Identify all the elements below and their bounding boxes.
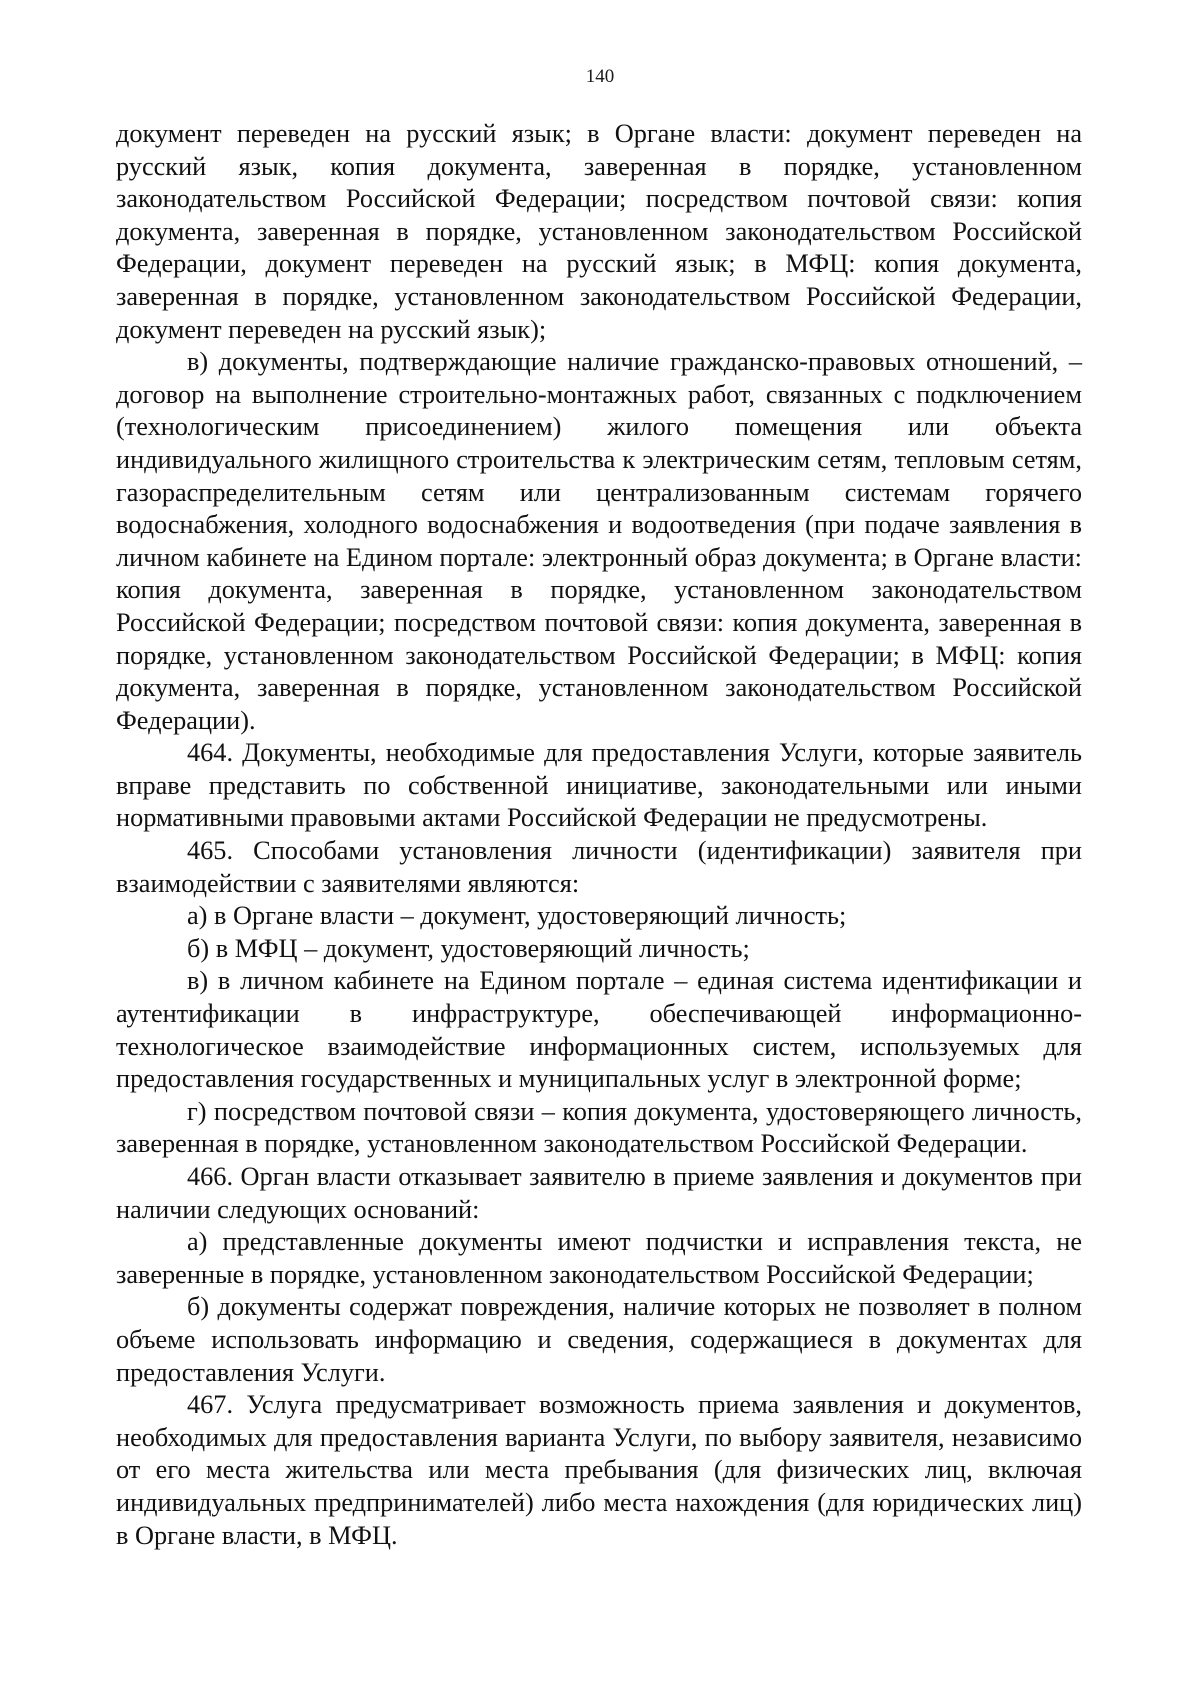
paragraph-466: 466. Орган власти отказывает заявителю в приеме заявления и документов при наличии следующих оснований: — [116, 1162, 1082, 1224]
paragraph-item-v-civil-contracts: в) документы, подтверждающие наличие гражданско-правовых отношений, – договор на выполнение строительно-монтажных работ, связанных с подключением (технологическим присоединением) жилого помещения или объекта индивидуального жилищного строительства к электрическим сетям, тепловым сетям, газораспределительным сетям или централизованным системам горячего водоснабжения, холодного водоснабжения и водоотведения (при подаче заявления в личном кабинете на Едином портале: электронный образ документа; в Органе власти: копия документа, заверенная в порядке, установленном законодательством Российской Федерации; посредством почтовой связи: копия документа, заверенная в порядке, установленном законодательством Российской Федерации; в МФЦ: копия документа, заверенная в порядке, установленном законодательством Российской Федерации). — [116, 347, 1082, 735]
paragraph-continuation: документ переведен на русский язык; в Органе власти: документ переведен на русский язык, копия документа, заверенная в порядке, установленном законодательством Российской Федерации; посредством почтовой связи: копия документа, заверенная в порядке, установленном законодательством Российской Федерации, документ переведен на русский язык; в МФЦ: копия документа, заверенная в порядке, установленном законодательством Российской Федерации, документ переведен на русский язык); — [116, 119, 1082, 344]
paragraph-465-a: а) в Органе власти – документ, удостоверяющий личность; — [187, 901, 847, 931]
page-number: 140 — [585, 66, 615, 87]
paragraph-466-a: а) представленные документы имеют подчистки и исправления текста, не заверенные в порядке, установленном законодательством Российской Федерации; — [116, 1227, 1082, 1289]
paragraph-465-v: в) в личном кабинете на Едином портале – единая система идентификации и аутентификации в инфраструктуре, обеспечивающей информационно-технологическое взаимодействие информационных систем, используемых для предоставления государственных и муниципальных услуг в электронной форме; — [116, 966, 1082, 1094]
document-body — [116, 118, 1082, 1552]
paragraph-465-b: б) в МФЦ – документ, удостоверяющий личность; — [187, 933, 750, 963]
paragraph-465: 465. Способами установления личности (идентификации) заявителя при взаимодействии с заявителями являются: — [116, 836, 1082, 898]
paragraph-466-b: б) документы содержат повреждения, наличие которых не позволяет в полном объеме использовать информацию и сведения, содержащиеся в документах для предоставления Услуги. — [116, 1292, 1082, 1387]
paragraph-465-g: г) посредством почтовой связи – копия документа, удостоверяющего личность, заверенная в порядке, установленном законодательством Российской Федерации. — [116, 1096, 1082, 1159]
paragraph-467: 467. Услуга предусматривает возможность приема заявления и документов, необходимых для предоставления варианта Услуги, по выбору заявителя, независимо от его места жительства или места пребывания (для физических лиц, включая индивидуальных предпринимателей) либо места нахождения (для юридических лиц) в Органе власти, в МФЦ. — [116, 1390, 1082, 1550]
paragraph-464: 464. Документы, необходимые для предоставления Услуги, которые заявитель вправе представить по собственной инициативе, законодательными или иными нормативными правовыми актами Российской Федерации не предусмотрены. — [116, 738, 1082, 833]
